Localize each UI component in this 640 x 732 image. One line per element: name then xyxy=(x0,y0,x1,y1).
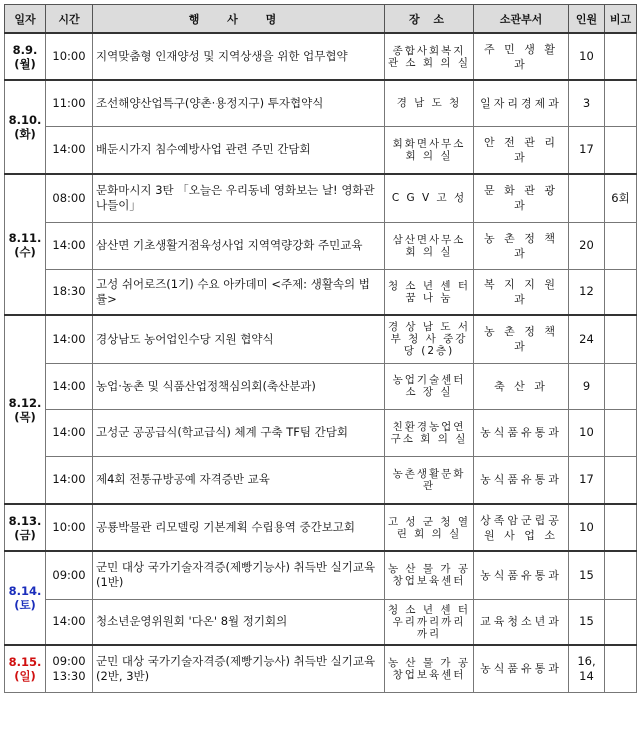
count-cell: 20 xyxy=(569,222,605,269)
weekday-label: (수) xyxy=(14,244,36,259)
date-label: 8.14. xyxy=(8,584,42,598)
time-cell: 10:00 xyxy=(46,504,93,551)
header-event: 행 사 명 xyxy=(93,5,385,34)
table-row xyxy=(5,409,637,456)
date-cell xyxy=(5,551,46,645)
count-cell: 12 xyxy=(569,269,605,315)
date-cell xyxy=(5,504,46,551)
count-cell: 9 xyxy=(569,363,605,409)
event-cell: 경상남도 농어업인수당 지원 협약식 xyxy=(93,315,385,363)
note-cell xyxy=(605,645,637,692)
time-cell: 14:00 xyxy=(46,363,93,409)
table-row xyxy=(5,504,637,551)
time-cell: 11:00 xyxy=(46,80,93,126)
note-cell xyxy=(605,599,637,645)
weekday-label: (토) xyxy=(14,598,36,612)
count-cell: 10 xyxy=(569,409,605,456)
note-cell xyxy=(605,222,637,269)
schedule-document xyxy=(4,4,636,693)
dept-cell: 농식품유통과 xyxy=(474,409,569,456)
table-row xyxy=(5,222,637,269)
dept-cell: 농식품유통과 xyxy=(474,456,569,504)
table-row xyxy=(5,363,637,409)
note-cell xyxy=(605,363,637,409)
dept-cell: 복 지 지 원 과 xyxy=(474,269,569,315)
count-cell: 3 xyxy=(569,80,605,126)
place-cell: 경 남 도 청 xyxy=(385,80,474,126)
date-cell xyxy=(5,80,46,174)
table-row xyxy=(5,269,637,315)
note-cell: 6회 xyxy=(605,174,637,222)
header-note: 비고 xyxy=(605,5,637,34)
dept-cell: 주 민 생 활 과 xyxy=(474,33,569,80)
dept-cell: 농식품유통과 xyxy=(474,645,569,692)
event-cell: 삼산면 기초생활거점육성사업 지역역량강화 주민교육 xyxy=(93,222,385,269)
place-cell: 삼산면사무소 회 의 실 xyxy=(385,222,474,269)
date-cell xyxy=(5,33,46,80)
note-cell xyxy=(605,126,637,174)
note-cell xyxy=(605,269,637,315)
place-cell: 청 소 년 센 터 꿈 나 눔 xyxy=(385,269,474,315)
table-row xyxy=(5,456,637,504)
dept-cell: 농식품유통과 xyxy=(474,551,569,599)
weekday-label: (화) xyxy=(14,127,36,141)
count-cell: 15 xyxy=(569,551,605,599)
table-row xyxy=(5,174,637,222)
weekday-label: (월) xyxy=(14,56,36,71)
schedule-table xyxy=(4,4,637,693)
note-cell xyxy=(605,504,637,551)
table-row xyxy=(5,551,637,599)
event-cell: 고성군 공공급식(학교급식) 체계 구축 TF팀 간담회 xyxy=(93,409,385,456)
event-cell: 군민 대상 국가기술자격증(제빵기능사) 취득반 실기교육(2반, 3반) xyxy=(93,645,385,692)
count-cell: 24 xyxy=(569,315,605,363)
time-cell: 14:00 xyxy=(46,126,93,174)
dept-cell: 축 산 과 xyxy=(474,363,569,409)
count-cell: 10 xyxy=(569,504,605,551)
header-place: 장 소 xyxy=(385,5,474,34)
place-cell: C G V 고 성 xyxy=(385,174,474,222)
date-cell xyxy=(5,174,46,315)
place-cell: 회화면사무소 회 의 실 xyxy=(385,126,474,174)
table-row xyxy=(5,126,637,174)
event-cell: 농업·농촌 및 식품산업정책심의회(축산분과) xyxy=(93,363,385,409)
dept-cell: 상족암군립공원 사 업 소 xyxy=(474,504,569,551)
event-cell: 군민 대상 국가기술자격증(제빵기능사) 취득반 실기교육(1반) xyxy=(93,551,385,599)
count-cell: 16, 14 xyxy=(569,645,605,692)
time-cell: 14:00 xyxy=(46,222,93,269)
schedule-body xyxy=(5,33,637,692)
event-cell: 지역맞춤형 인재양성 및 지역상생을 위한 업무협약 xyxy=(93,33,385,80)
time-cell: 14:00 xyxy=(46,409,93,456)
time-cell: 09:00 xyxy=(46,551,93,599)
dept-cell: 안 전 관 리 과 xyxy=(474,126,569,174)
note-cell xyxy=(605,315,637,363)
note-cell xyxy=(605,33,637,80)
dept-cell: 교육청소년과 xyxy=(474,599,569,645)
dept-cell: 일자리경제과 xyxy=(474,80,569,126)
place-cell: 농 산 물 가 공 창업보육센터 xyxy=(385,551,474,599)
note-cell xyxy=(605,80,637,126)
header-date: 일자 xyxy=(5,5,46,34)
time-cell: 18:30 xyxy=(46,269,93,315)
note-cell xyxy=(605,456,637,504)
dept-cell: 농 촌 정 책 과 xyxy=(474,315,569,363)
place-cell: 고 성 군 청 열 린 회 의 실 xyxy=(385,504,474,551)
date-cell xyxy=(5,315,46,504)
date-label: 8.11. xyxy=(8,230,42,245)
place-cell: 청 소 년 센 터 우리까리까리까리 xyxy=(385,599,474,645)
table-row xyxy=(5,33,637,80)
event-cell: 제4회 전통규방공예 자격증반 교육 xyxy=(93,456,385,504)
weekday-label: (목) xyxy=(14,409,36,424)
table-row xyxy=(5,80,637,126)
time-cell xyxy=(46,645,93,692)
place-cell: 경 상 남 도 서 부 청 사 중강당 (2층) xyxy=(385,315,474,363)
place-cell: 농업기술센터 소 장 실 xyxy=(385,363,474,409)
place-cell: 농촌생활문화관 xyxy=(385,456,474,504)
place-cell: 친환경농업연구소 회 의 실 xyxy=(385,409,474,456)
place-cell: 농 산 물 가 공 창업보육센터 xyxy=(385,645,474,692)
count-cell: 15 xyxy=(569,599,605,645)
event-cell: 배둔시가지 침수예방사업 관련 주민 간담회 xyxy=(93,126,385,174)
date-label: 8.12. xyxy=(8,395,42,410)
date-label: 8.13. xyxy=(8,513,42,528)
header-dept: 소관부서 xyxy=(474,5,569,34)
time-cell: 14:00 xyxy=(46,456,93,504)
time-label: 09:00 13:30 xyxy=(52,653,86,683)
time-cell: 08:00 xyxy=(46,174,93,222)
time-cell: 14:00 xyxy=(46,315,93,363)
weekday-label: (일) xyxy=(14,668,36,683)
event-cell: 공룡박물관 리모델링 기본계획 수립용역 중간보고회 xyxy=(93,504,385,551)
table-row xyxy=(5,645,637,692)
note-cell xyxy=(605,551,637,599)
header-row xyxy=(5,5,637,34)
weekday-label: (금) xyxy=(14,527,36,542)
dept-cell: 농 촌 정 책 과 xyxy=(474,222,569,269)
dept-cell: 문 화 관 광 과 xyxy=(474,174,569,222)
date-cell xyxy=(5,645,46,692)
date-label: 8.9. xyxy=(12,42,38,57)
count-cell: 17 xyxy=(569,126,605,174)
event-cell: 고성 쉬어로즈(1기) 수요 아카데미 <주제: 생활속의 법률> xyxy=(93,269,385,315)
time-cell: 14:00 xyxy=(46,599,93,645)
count-cell: 10 xyxy=(569,33,605,80)
date-label: 8.10. xyxy=(8,113,42,127)
event-cell: 조선해양산업특구(양촌·용정지구) 투자협약식 xyxy=(93,80,385,126)
count-cell xyxy=(569,174,605,222)
place-cell: 종합사회복지관 소 회 의 실 xyxy=(385,33,474,80)
header-count: 인원 xyxy=(569,5,605,34)
event-cell: 청소년운영위원회 '다온' 8월 정기회의 xyxy=(93,599,385,645)
time-cell: 10:00 xyxy=(46,33,93,80)
count-cell: 17 xyxy=(569,456,605,504)
note-cell xyxy=(605,409,637,456)
table-row xyxy=(5,599,637,645)
date-label: 8.15. xyxy=(8,654,42,669)
event-cell: 문화마시지 3탄 「오늘은 우리동네 영화보는 날! 영화관나들이」 xyxy=(93,174,385,222)
table-row xyxy=(5,315,637,363)
header-time: 시간 xyxy=(46,5,93,34)
